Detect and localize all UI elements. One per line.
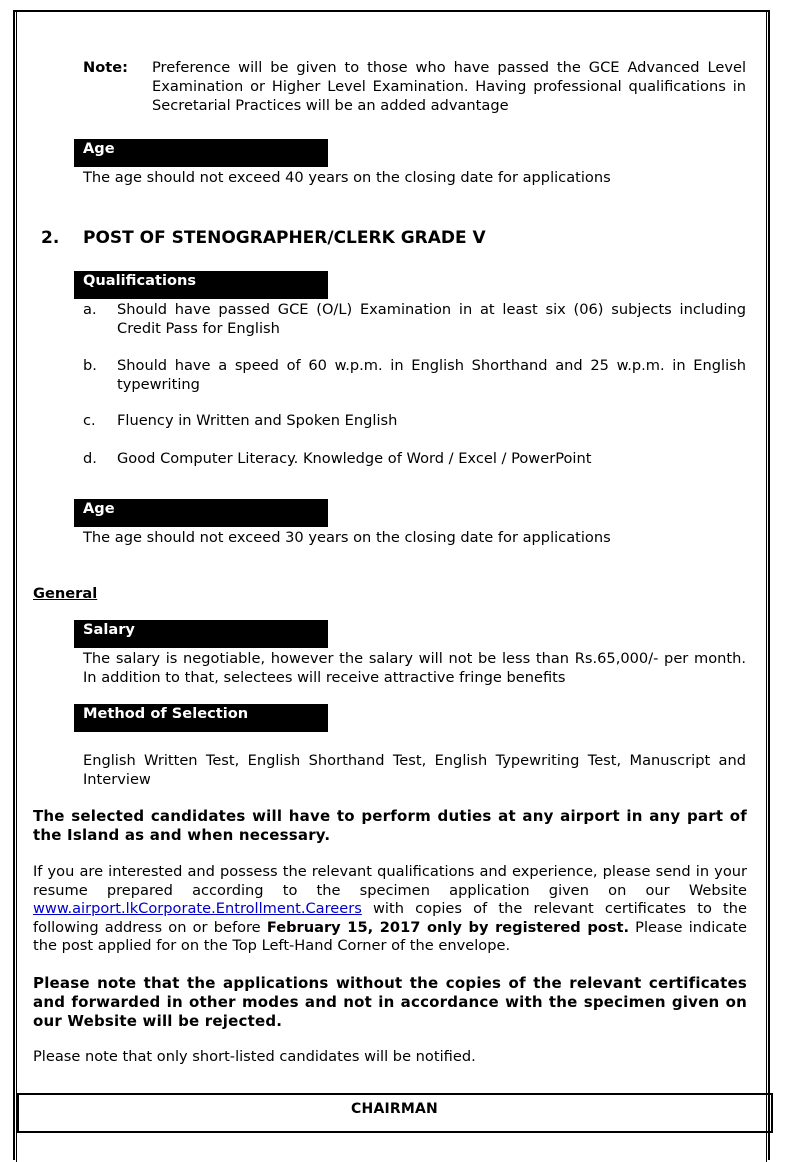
list-text: Should have passed GCE (O/L) Examination in at least six (06) subjects including Credit Pass for English	[117, 301, 746, 337]
note-text: Preference will be given to those who have passed the GCE Advanced Level Examination or Higher Level Examination. Having professional qualifications in Secretarial Practices will be an added advantage	[152, 59, 746, 114]
duties-notice: The selected candidates will have to perform duties at any airport in any part of the Island as and when necessary.	[33, 807, 747, 844]
list-item	[83, 356, 746, 396]
selection-header: Method of Selection	[74, 704, 328, 732]
section-2-title	[41, 228, 486, 248]
list-text: Good Computer Literacy. Knowledge of Word / Excel / PowerPoint	[117, 450, 592, 467]
list-marker: a.	[83, 301, 97, 318]
list-marker: d.	[83, 450, 97, 467]
list-item	[83, 300, 746, 340]
section-number: 2.	[41, 228, 60, 248]
website-link[interactable]: www.airport.lkCorporate.Entrollment.Careers	[33, 900, 362, 917]
general-heading: General	[33, 585, 98, 602]
salary-header: Salary	[74, 620, 328, 648]
apply-text-1: If you are interested and possess the relevant qualifications and experience, please send in your resume prepared according to the specimen application given on our Website	[33, 863, 747, 899]
list-marker: c.	[83, 412, 96, 429]
deadline-text: February 15, 2017 only by registered post.	[266, 918, 630, 936]
list-text: Should have a speed of 60 w.p.m. in English Shorthand and 25 w.p.m. in English typewriting	[117, 357, 746, 393]
selection-text: English Written Test, English Shorthand Test, English Typewriting Test, Manuscript and Interview	[83, 752, 746, 788]
salary-text: The salary is negotiable, however the salary will not be less than Rs.65,000/- per month. In addition to that, selectees will receive attractive fringe benefits	[83, 650, 746, 686]
list-marker: b.	[83, 357, 97, 374]
application-instructions	[33, 863, 747, 956]
note-label: Note:	[83, 59, 128, 76]
age-text-1: The age should not exceed 40 years on the closing date for applications	[83, 169, 611, 186]
age-header-2: Age	[74, 499, 328, 527]
age-text-2: The age should not exceed 30 years on the closing date for applications	[83, 529, 611, 546]
qualifications-header: Qualifications	[74, 271, 328, 299]
list-item	[83, 449, 746, 469]
rejection-notice: Please note that the applications without the copies of the relevant certificates and forwarded in other modes and not in accordance with the specimen given on our Website will be rejected.	[33, 974, 747, 1030]
section-title-text: POST OF STENOGRAPHER/CLERK GRADE V	[83, 228, 486, 248]
apply-text-3: Please indicate the post applied for on the Top Left-Hand Corner of the envelope.	[33, 918, 747, 954]
list-item	[83, 411, 746, 431]
apply-text-2: with copies of the relevant certificates to the following address on or before	[33, 900, 747, 936]
list-text: Fluency in Written and Spoken English	[117, 412, 398, 429]
age-header-1: Age	[74, 139, 328, 167]
shortlist-notice: Please note that only short-listed candidates will be notified.	[33, 1048, 476, 1065]
signature-title: CHAIRMAN	[351, 1101, 438, 1117]
